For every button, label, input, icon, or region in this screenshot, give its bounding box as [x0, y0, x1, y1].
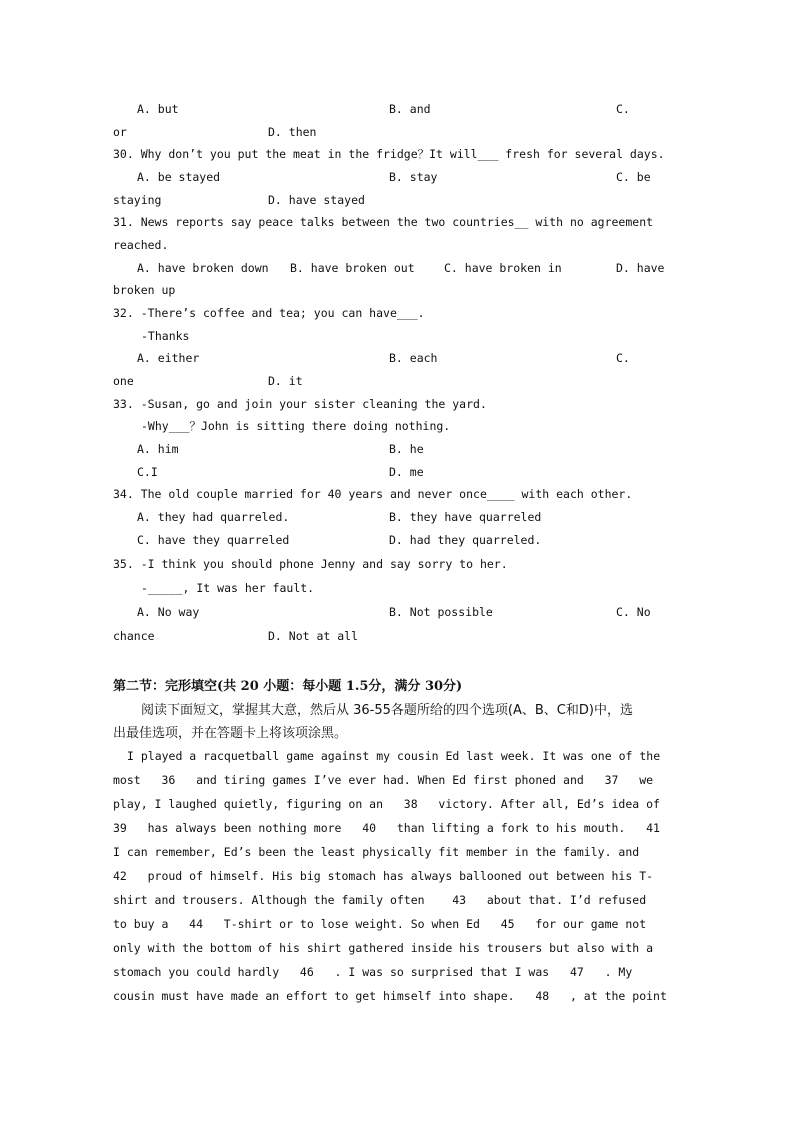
q35-option-d: D. Not at all: [268, 629, 359, 643]
passage-line: to buy a 44 T-shirt or to lose weight. So when Ed 45 for our game not: [113, 917, 647, 931]
q29-option-b: B. and: [389, 102, 431, 116]
q30-option-a: A. be stayed: [137, 170, 221, 184]
q31-option-c: C. have broken in: [444, 261, 562, 275]
q30-option-c-cont: staying: [113, 193, 162, 207]
passage-line: I can remember, Ed’s been the least physically fit member in the family. and: [113, 845, 640, 859]
q32-option-b: B. each: [389, 351, 438, 365]
q35-option-c: C. No: [616, 605, 651, 619]
q31-option-a: A. have broken down: [137, 261, 269, 275]
passage-line: 42 proud of himself. His big stomach has always ballooned out between his T-: [113, 869, 654, 883]
q35-option-a: A. No way: [137, 605, 200, 619]
q35-reply: -_____, It was her fault.: [141, 581, 315, 595]
q32-option-c: C.: [616, 351, 630, 365]
passage-line: play, I laughed quietly, figuring on an 38 victory. After all, Ed’s idea of: [113, 797, 660, 811]
section-title: 第二节：完形填空(共 20 小题：每小题 1.5分，满分 30分): [113, 679, 463, 694]
q34-stem: 34. The old couple married for 40 years and never once____ with each other.: [113, 487, 633, 501]
q33-option-a: A. him: [137, 442, 179, 456]
q34-option-d: D. had they quarreled.: [389, 533, 542, 547]
q30-option-d: D. have stayed: [268, 193, 365, 207]
q34-option-b: B. they have quarreled: [389, 510, 542, 524]
q35-option-c-cont: chance: [113, 629, 155, 643]
q29-option-c: C.: [616, 102, 630, 116]
passage-line: only with the bottom of his shirt gathered inside his trousers but also with a: [113, 941, 654, 955]
passage-line: cousin must have made an effort to get himself into shape. 48 , at the point: [113, 989, 667, 1003]
q30-option-b: B. stay: [389, 170, 438, 184]
q31-option-d-cont: broken up: [113, 283, 176, 297]
q30-stem: 30. Why don’t you put the meat in the fridge？It will___ fresh for several days.: [113, 147, 665, 161]
section-instructions-1: 阅读下面短文，掌握其大意，然后从 36-55各题所给的四个选项(A、B、C和D)中，选: [141, 703, 633, 718]
q31-stem: 31. News reports say peace talks between the two countries__ with no agreement: [113, 215, 654, 229]
q34-option-c: C. have they quarreled: [137, 533, 290, 547]
q30-option-c: C. be: [616, 170, 651, 184]
q34-option-a: A. they had quarreled.: [137, 510, 290, 524]
q32-option-d: D. it: [268, 374, 303, 388]
passage-line: I played a racquetball game against my cousin Ed last week. It was one of the: [127, 749, 661, 763]
q35-option-b: B. Not possible: [389, 605, 493, 619]
q29-option-c-cont: or: [113, 125, 127, 139]
q33-stem: 33. -Susan, go and join your sister cleaning the yard.: [113, 397, 487, 411]
q32-option-c-cont: one: [113, 374, 134, 388]
section-instructions-2: 出最佳选项，并在答题卡上将该项涂黑。: [113, 726, 348, 741]
passage-line: most 36 and tiring games I’ve ever had. When Ed first phoned and 37 we: [113, 773, 654, 787]
q31-stem-cont: reached.: [113, 238, 169, 252]
q32-stem: 32. -There’s coffee and tea; you can have___.: [113, 306, 425, 320]
passage-line: 39 has always been nothing more 40 than lifting a fork to his mouth. 41: [113, 821, 660, 835]
q33-reply: -Why___？John is sitting there doing nothing.: [141, 419, 451, 433]
q29-option-d: D. then: [268, 125, 317, 139]
q31-option-b: B. have broken out: [290, 261, 415, 275]
q33-option-d: D. me: [389, 465, 424, 479]
q33-option-c: C.I: [137, 465, 158, 479]
q32-reply: -Thanks: [141, 329, 190, 343]
q29-option-a: A. but: [137, 102, 179, 116]
q32-option-a: A. either: [137, 351, 200, 365]
passage-line: stomach you could hardly 46 . I was so surprised that I was 47 . My: [113, 965, 633, 979]
passage-line: shirt and trousers. Although the family often 43 about that. I’d refused: [113, 893, 647, 907]
q35-stem: 35. -I think you should phone Jenny and say sorry to her.: [113, 557, 508, 571]
q33-option-b: B. he: [389, 442, 424, 456]
q31-option-d: D. have: [616, 261, 665, 275]
